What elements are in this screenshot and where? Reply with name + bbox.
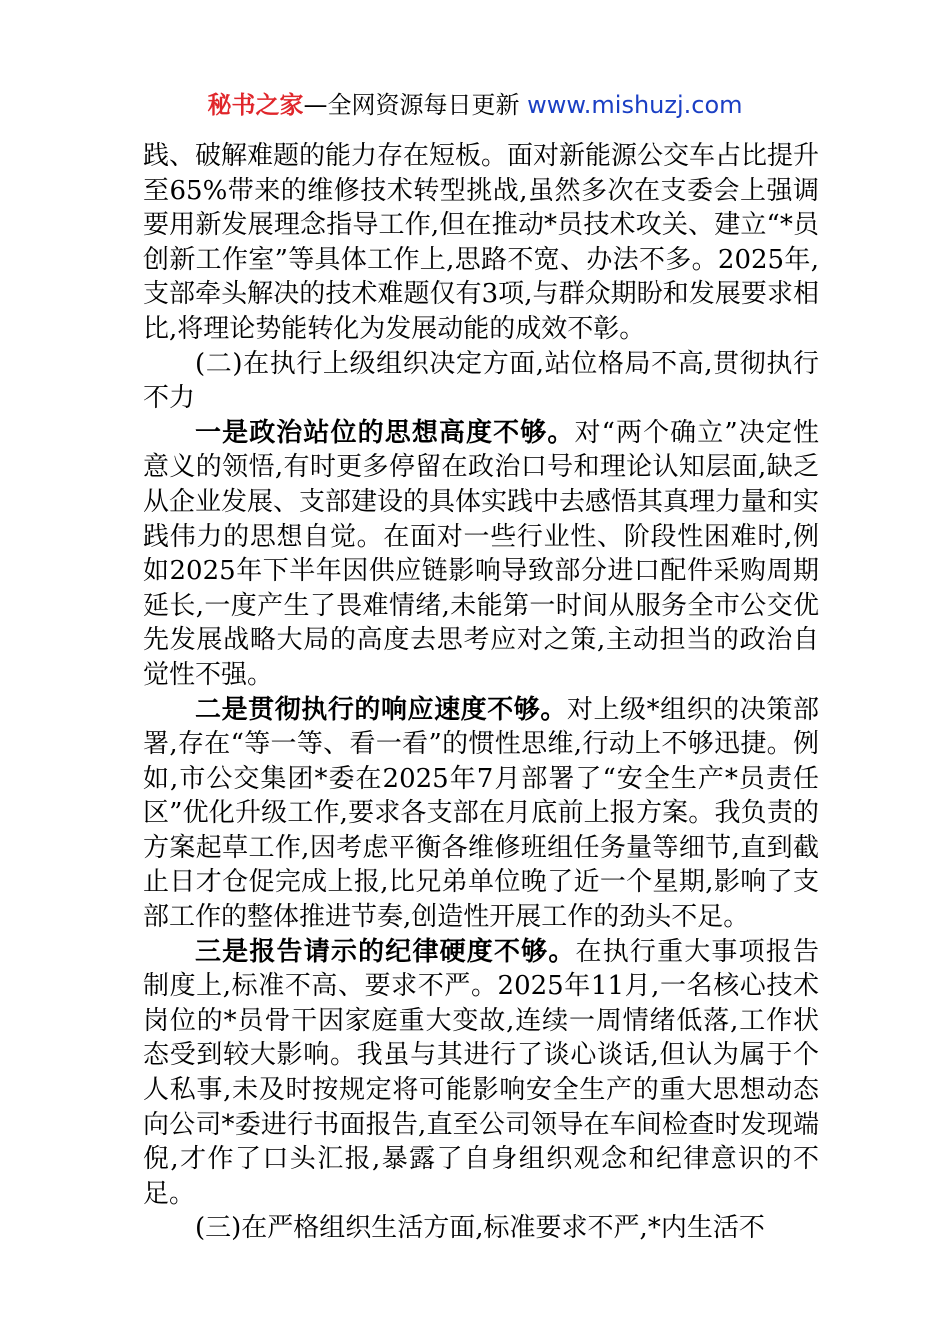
paragraph-continuation <box>143 139 819 347</box>
section-heading-text: (二)在执行上级组织决定方面,站位格局不高,贯彻执行不力 <box>143 348 819 414</box>
section-heading-text: (三)在严格组织生活方面,标准要求不严,*内生活不 <box>195 1213 765 1244</box>
paragraph-text: 对上级*组织的决策部署,存在“等一等、看一看”的惯性思维,行动上不够迅捷。例如,市公交集团*委在2025年7月部署了“安全生产*员责任区”优化升级工作,要求各支部在月底前上报方案。我负责的方案起草工作,因考虑平衡各维修班组任务量等细节,直到截止日才仓促完成上报,比兄弟单位晚了近一个星期,影响了支部工作的整体推进节奏,创造性开展工作的劲头不足。 <box>143 694 819 933</box>
paragraph-lead: 三是报告请示的纪律硬度不够。 <box>195 936 576 967</box>
brand-name: 秘书之家 <box>207 91 304 119</box>
header-slogan: —全网资源每日更新 <box>303 91 528 119</box>
paragraph <box>143 693 819 935</box>
document-body <box>143 139 819 1246</box>
paragraph-text: 践、破解难题的能力存在短板。面对新能源公交车占比提升至65%带来的维修技术转型挑战,虽然多次在支委会上强调要用新发展理念指导工作,但在推动*员技术攻关、建立“*员创新工作室”等具体工作上,思路不宽、办法不多。2025年,支部牵头解决的技术难题仅有3项,与群众期盼和发展要求相比,将理论势能转化为发展动能的成效不彰。 <box>143 141 820 344</box>
section-heading <box>143 347 819 416</box>
paragraph <box>143 935 819 1212</box>
paragraph-lead: 二是贯彻执行的响应速度不够。 <box>195 694 567 725</box>
page-header <box>0 88 950 122</box>
paragraph-text: 对“两个确立”决定性意义的领悟,有时更多停留在政治口号和理论认知层面,缺乏从企业发展、支部建设的具体实践中去感悟其真理力量和实践伟力的思想自觉。在面对一些行业性、阶段性困难时,例如2025年下半年因供应链影响导致部分进口配件采购周期延长,一度产生了畏难情绪,未能第一时间从服务全市公交优先发展战略大局的高度去思考应对之策,主动担当的政治自觉性不强。 <box>143 417 820 690</box>
paragraph-text: 在执行重大事项报告制度上,标准不高、要求不严。2025年11月,一名核心技术岗位的*员骨干因家庭重大变故,连续一周情绪低落,工作状态受到较大影响。我虽与其进行了谈心谈话,但认为属于个人私事,未及时按规定将可能影响安全生产的重大思想动态向公司*委进行书面报告,直至公司领导在车间检查时发现端倪,才作了口头汇报,暴露了自身组织观念和纪律意识的不足。 <box>143 936 819 1209</box>
paragraph <box>143 416 819 693</box>
paragraph-lead: 一是政治站位的思想高度不够。 <box>195 417 575 448</box>
section-heading <box>143 1211 819 1246</box>
site-url-link[interactable]: www.mishuzj.com <box>527 91 743 119</box>
